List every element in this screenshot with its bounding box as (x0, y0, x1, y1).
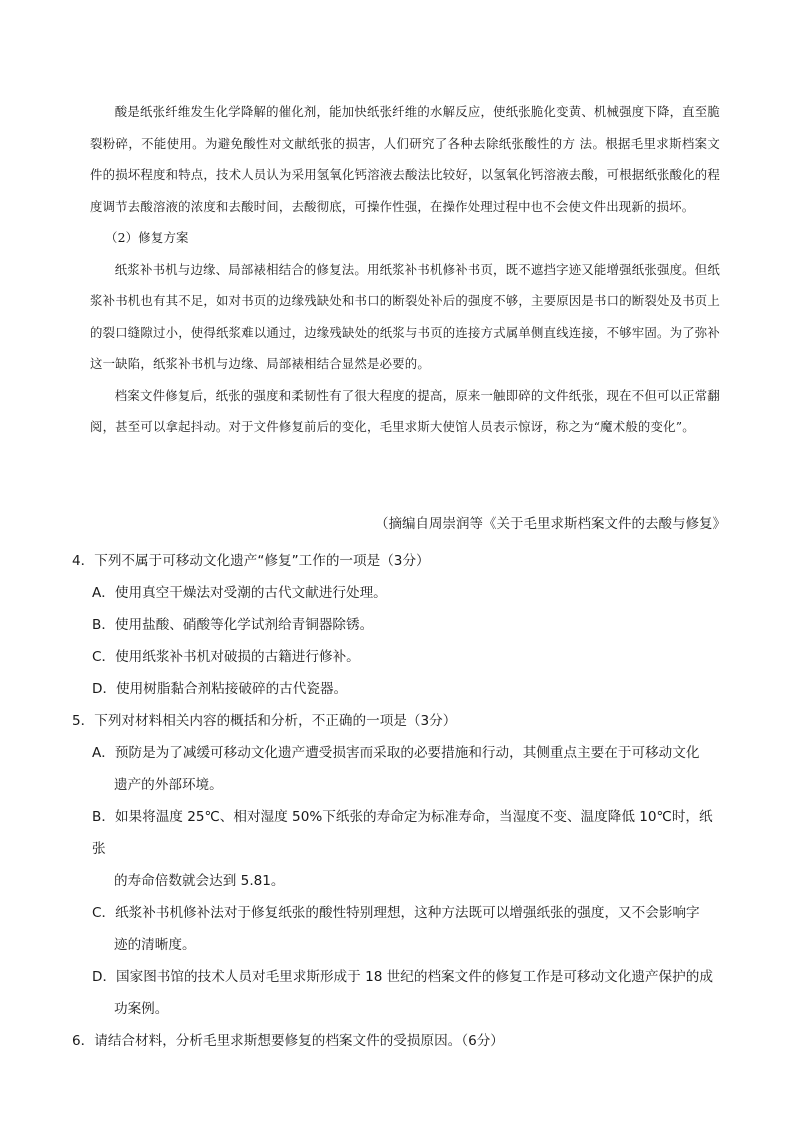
option-c (72, 897, 724, 961)
question-stem: 5．下列对材料相关内容的概括和分析，不正确的一项是（3分） (72, 713, 457, 729)
option-text-continued: 遗产的外部环境。 (114, 777, 223, 793)
section-subheading-repair-plan: （2）修复方案 (105, 230, 189, 245)
option-text-continued: 迹的清晰度。 (114, 937, 196, 953)
option-text-continued: 功案例。 (114, 1001, 169, 1017)
option-b (72, 801, 724, 897)
option-a (72, 577, 724, 609)
option-text: D．国家图书馆的技术人员对毛里求斯形成于 18 世纪的档案文件的修复工作是可移动文化遗产保护的成 (92, 969, 713, 985)
material-paragraph-deacidification: 酸是纸张纤维发生化学降解的催化剂，能加快纸张纤维的水解反应，使纸张脆化变黄、机械强度下降，直至脆裂粉碎，不能使用。为避免酸性对文献纸张的损害，人们研究了各种去除纸张酸性的方 法。根据毛里求斯档案文件的损坏程度和特点，技术人员认为采用氢氧化钙溶液去酸法比较好，以氢氧化钙溶液去酸，可根据纸张酸化的程度调节去酸溶液的浓度和去酸时间，去酸彻底，可操作性强，在操作处理过程中也不会使文件出现新的损坏。 (90, 104, 720, 214)
question-list (72, 545, 724, 1057)
option-text: D．使用树脂黏合剂粘接破碎的古代瓷器。 (92, 681, 348, 697)
option-text: C．纸浆补书机修补法对于修复纸张的酸性特别理想，这种方法既可以增强纸张的强度，又不会影响字 (92, 905, 700, 921)
question-6 (72, 1025, 724, 1057)
material-paragraph-repair-result: 档案文件修复后，纸张的强度和柔韧性有了很大程度的提高，原来一触即碎的文件纸张，现在不但可以正常翻阅，甚至可以拿起抖动。对于文件修复前后的变化，毛里求斯大使馆人员表示惊讶，称之为“魔术般的变化”。 (90, 387, 720, 434)
option-d (72, 673, 724, 705)
question-stem: 6．请结合材料，分析毛里求斯想要修复的档案文件的受损原因。（6分） (72, 1033, 504, 1049)
option-text: A．预防是为了减缓可移动文化遗产遭受损害而采取的必要措施和行动，其侧重点主要在于可移动文化 (92, 745, 700, 761)
option-c (72, 641, 724, 673)
option-text: A．使用真空干燥法对受潮的古代文献进行处理。 (92, 585, 387, 601)
option-text: B．使用盐酸、硝酸等化学试剂给青铜器除锈。 (92, 617, 374, 633)
question-4 (72, 545, 724, 705)
option-text-continued: 的寿命倍数就会达到 5.81。 (114, 873, 285, 889)
reading-material (90, 96, 720, 443)
option-text: B．如果将温度 25℃、相对湿度 50%下纸张的寿命定为标准寿命，当湿度不变、温度降低 10℃时，纸张 (92, 809, 713, 857)
question-stem: 4．下列不属于可移动文化遗产“修复”工作的一项是（3分） (72, 553, 430, 569)
option-a (72, 737, 724, 801)
option-b (72, 609, 724, 641)
option-text: C．使用纸浆补书机对破损的古籍进行修补。 (92, 649, 360, 665)
material-paragraph-repair-method: 纸浆补书机与边缘、局部裱相结合的修复法。用纸浆补书机修补书页，既不遮挡字迹又能增强纸张强度。但纸浆补书机也有其不足，如对书页的边缘残缺处和书口的断裂处补后的强度不够，主要原因是书口的断裂处及书页上的裂口缝隙过小，使得纸浆难以通过，边缘残缺处的纸浆与书页的连接方式属单侧直线连接，不够牢固。为了弥补这一缺陷，纸浆补书机与边缘、局部裱相结合显然是必要的。 (90, 261, 720, 371)
source-citation: （摘编自周崇润等《关于毛里求斯档案文件的去酸与修复》 (375, 516, 726, 532)
question-5 (72, 705, 724, 1025)
option-d (72, 961, 724, 1025)
